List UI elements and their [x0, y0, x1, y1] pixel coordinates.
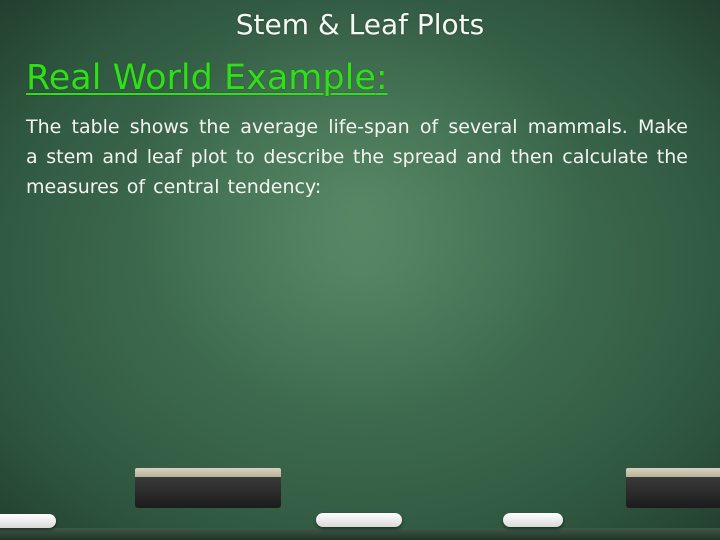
- slide-title: Stem & Leaf Plots: [235, 8, 485, 41]
- eraser-left: [135, 468, 281, 508]
- subtitle-colon: :: [375, 58, 388, 98]
- eraser-right: [626, 468, 720, 508]
- chalk-tray: [0, 462, 720, 540]
- chalk-piece: [503, 513, 563, 527]
- slide-body-text: The table shows the average life-span of several mammals. Make a stem and leaf plot to describe the spread and then calculate the measures of central tendency:: [26, 116, 688, 198]
- subtitle-text: Real World Example: [26, 58, 376, 98]
- chalk-piece: [316, 513, 402, 527]
- tray-ledge: [0, 528, 720, 540]
- slide-subtitle: [26, 58, 388, 98]
- chalk-piece: [0, 514, 56, 528]
